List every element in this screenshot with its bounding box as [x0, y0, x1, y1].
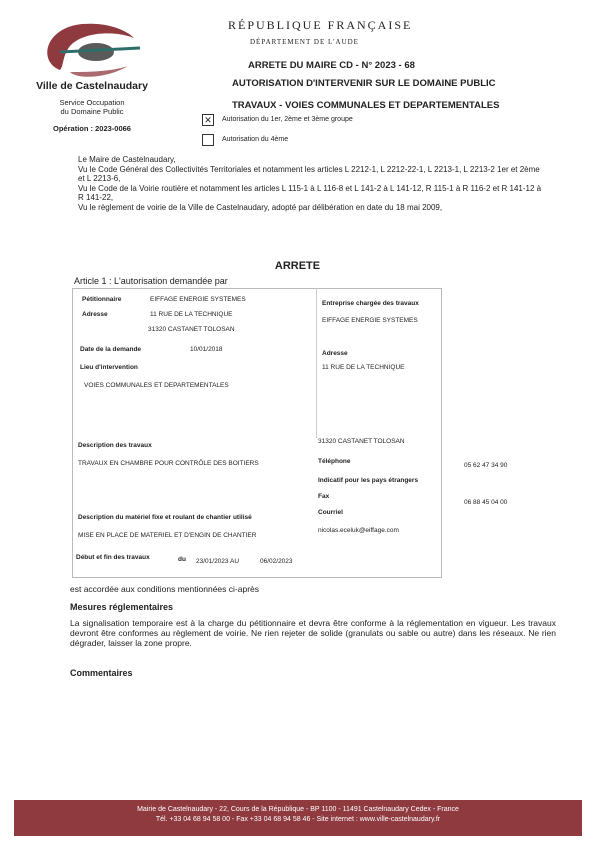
fax-value: 06 88 45 04 00: [464, 499, 508, 506]
commentaires-heading: Commentaires: [70, 668, 133, 678]
courriel-label: Courriel: [318, 509, 343, 516]
republique-heading: RÉPUBLIQUE FRANÇAISE: [228, 18, 413, 32]
form-divider: [316, 288, 317, 438]
indicatif-label: Indicatif pour les pays étrangers: [318, 477, 419, 484]
telephone-value: 05 62 47 34 90: [464, 462, 508, 469]
fin-value: 06/02/2023: [260, 558, 293, 565]
entreprise-value: EIFFAGE ENERGIE SYSTEMES: [322, 317, 418, 324]
ville-logo: [30, 18, 150, 84]
checkbox-groupe-1-3[interactable]: ✕: [202, 114, 214, 126]
description-value: TRAVAUX EN CHAMBRE POUR CONTRÔLE DES BOITIERS: [78, 460, 259, 467]
checkbox-groupe-1-3-label: Autorisation du 1er, 2ème et 3ème groupe: [222, 116, 353, 123]
checkbox-groupe-4[interactable]: [202, 134, 214, 146]
departement-heading: DÉPARTEMENT DE L'AUDE: [250, 38, 359, 46]
entreprise-adresse-value: 11 RUE DE LA TECHNIQUE: [322, 364, 405, 371]
service-line-2: du Domaine Public: [60, 107, 124, 116]
preamble-line: Le Maire de Castelnaudary,: [78, 155, 176, 164]
courriel-value: nicolas.eceluk@eiffage.com: [318, 527, 399, 534]
fax-label: Fax: [318, 493, 330, 500]
entreprise-adresse-label: Adresse: [322, 350, 348, 357]
preamble-line: Vu le Code de la Voirie routière et notamment les articles L 115-1 à L 116-8 et L 141-2 à L 141-12, R 115-1 à R 116-2 et R 141-12 à R 141-22,: [78, 183, 542, 202]
materiel-label: Description du matériel fixe et roulant de chantier utilisé: [78, 514, 252, 521]
debut-fin-label: Début et fin des travaux: [76, 554, 150, 561]
service-name: [22, 98, 162, 116]
date-demande-value: 10/01/2018: [190, 346, 223, 353]
debut-value: 23/01/2023 AU: [196, 558, 240, 565]
mesures-text: La signalisation temporaire est à la charge du pétitionnaire et devra être conforme à la réglementation en vigueur. Les travaux devront être conformes au règlement de voirie. Ne rien rejeter de solide (granulats ou sable ou autre) dans les réseaux. Ne rien dégrader, laisser la zone propre.: [70, 618, 556, 648]
du-label: du: [178, 556, 186, 563]
adresse-value-2: 31320 CASTANET TOLOSAN: [148, 326, 235, 333]
footer-contact: Tél. +33 04 68 94 58 00 - Fax +33 04 68 94 58 46 - Site internet : www.ville-castelnaudary.fr: [155, 816, 441, 823]
description-label: Description des travaux: [78, 442, 152, 449]
ville-name: Ville de Castelnaudary: [36, 80, 148, 92]
materiel-value: MISE EN PLACE DE MATERIEL ET D'ENGIN DE CHANTIER: [78, 532, 257, 539]
lieu-value: VOIES COMMUNALES ET DEPARTEMENTALES: [84, 382, 229, 389]
petitionnaire-value: EIFFAGE ENERGIE SYSTEMES: [150, 296, 246, 303]
petitionnaire-label: Pétitionnaire: [82, 296, 122, 303]
adresse-label: Adresse: [82, 311, 108, 318]
checkbox-groupe-4-label: Autorisation du 4ème: [222, 136, 289, 143]
accorde-text: est accordée aux conditions mentionnées ci-après: [70, 584, 259, 594]
date-demande-label: Date de la demande: [80, 346, 142, 353]
operation-number: Opération : 2023-0066: [53, 124, 131, 133]
footer-address: Mairie de Castelnaudary - 22, Cours de la République - BP 1100 - 11491 Castelnaudary Cedex - France: [137, 806, 459, 813]
entreprise-cp-value: 31320 CASTANET TOLOSAN: [318, 438, 405, 445]
footer-band: [14, 800, 582, 836]
adresse-value-1: 11 RUE DE LA TECHNIQUE: [150, 311, 233, 318]
authorization-title: AUTORISATION D'INTERVENIR SUR LE DOMAINE PUBLIC: [232, 78, 496, 89]
travaux-title: TRAVAUX - VOIES COMMUNALES ET DEPARTEMENTALES: [232, 100, 500, 111]
mesures-heading: Mesures réglementaires: [70, 602, 174, 612]
preamble-line: Vu le règlement de voirie de la Ville de Castelnaudary, adopté par délibération en date du 18 mai 2009,: [78, 202, 443, 212]
arrete-number: ARRETE DU MAIRE CD - N° 2023 - 68: [248, 60, 415, 71]
article-1: Article 1 : L'autorisation demandée par: [74, 276, 228, 286]
service-line-1: Service Occupation: [59, 98, 125, 107]
lieu-label: Lieu d'intervention: [80, 364, 138, 371]
entreprise-label: Entreprise chargée des travaux: [322, 300, 419, 307]
preamble: [78, 155, 548, 212]
preamble-line: Vu le Code Général des Collectivités Territoriales et notamment les articles L 2212-1, L 2212-22-1, L 2213-1, L 2213-2 1er et 2ème et L 2213-6,: [78, 164, 540, 183]
arrete-heading: ARRETE: [274, 260, 321, 272]
telephone-label: Téléphone: [318, 458, 351, 465]
